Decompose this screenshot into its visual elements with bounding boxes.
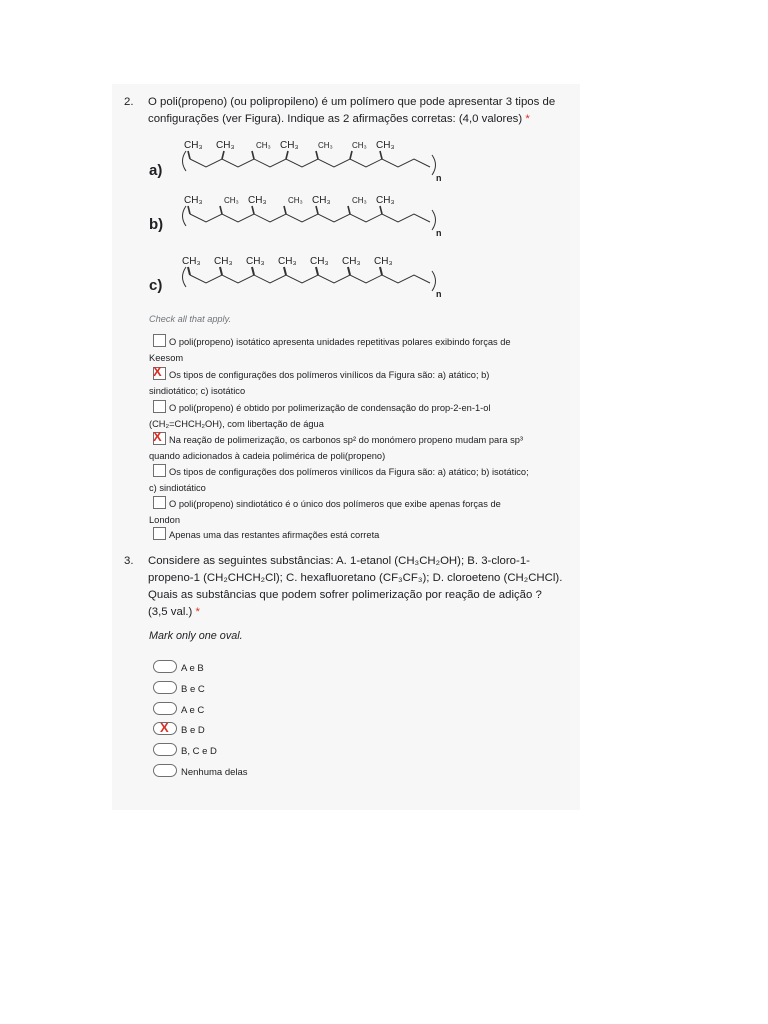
- radio-option-label: A e B: [181, 663, 204, 674]
- checkbox[interactable]: [153, 429, 166, 445]
- checkbox[interactable]: [153, 496, 166, 509]
- checkbox-option[interactable]: [149, 364, 579, 399]
- option-text-line2: quando adicionados à cadeia polimérica de poli(propeno): [149, 450, 386, 461]
- radio-option-label: B e C: [181, 683, 205, 695]
- repeat-bracket-right: [432, 210, 436, 230]
- ch3-label: CH₃: [352, 196, 367, 205]
- question-text-line2: propeno-1 (CH₂CHCH₂Cl); C. hexafluoretano (CF₃CF₃); D. cloroeteno (CH₂CHCl).: [148, 572, 563, 584]
- check-mark-icon: X: [153, 364, 162, 379]
- checkbox[interactable]: [153, 527, 166, 540]
- substituent-bond: [188, 206, 190, 214]
- radio-oval[interactable]: [153, 743, 177, 756]
- polymer-chain: [190, 214, 430, 222]
- select-mark-icon: X: [160, 720, 169, 736]
- option-text-line1: Os tipos de configurações dos polímeros vinílicos da Figura são: a) atático; b) isotático;: [169, 467, 529, 477]
- substituent-bond: [380, 267, 382, 275]
- required-mark: *: [195, 606, 200, 618]
- polymer-chain: [190, 159, 430, 167]
- repeat-bracket-right: [432, 271, 436, 291]
- radio-oval[interactable]: [153, 764, 177, 777]
- substituent-bond: [350, 151, 352, 159]
- substituent-bond: [252, 267, 254, 275]
- substituent-bond: [380, 151, 382, 159]
- option-text-line1: O poli(propeno) isotático apresenta unidades repetitivas polares exibindo forças de: [169, 337, 511, 347]
- option-text-line1: Na reação de polimerização, os carbonos sp² do monómero propeno mudam para sp³: [169, 435, 523, 445]
- polymer-figure: [172, 134, 442, 334]
- checkbox-option[interactable]: [149, 496, 579, 528]
- question-text-line1: O poli(propeno) (ou polipropileno) é um polímero que pode apresentar 3 tipos de: [148, 96, 556, 108]
- substituent-bond: [380, 206, 382, 214]
- option-text-line1: Apenas uma das restantes afirmações está correta: [169, 530, 380, 540]
- ch3-label: CH₃: [278, 256, 297, 267]
- figure-label-b: b): [149, 216, 164, 233]
- substituent-bond: [348, 267, 350, 275]
- hint-check-all: Check all that apply.: [149, 314, 232, 324]
- radio-option[interactable]: [153, 660, 204, 674]
- checkbox[interactable]: [153, 464, 166, 477]
- option-text-line1: Os tipos de configurações dos polímeros vinílicos da Figura são: a) atático; b): [169, 370, 490, 380]
- radio-oval[interactable]: [153, 722, 177, 735]
- checkbox[interactable]: [153, 364, 166, 380]
- question-text-line3: Quais as substâncias que podem sofrer polimerização por reação de adição ?: [148, 589, 542, 601]
- radio-option[interactable]: [153, 743, 217, 757]
- ch3-label: CH₃: [184, 140, 203, 151]
- substituent-bond: [252, 206, 254, 214]
- option-text-line1: O poli(propeno) é obtido por polimerização de condensação do prop-2-en-1-ol: [169, 403, 491, 413]
- question-number: 3.: [124, 555, 134, 567]
- radio-option[interactable]: [153, 702, 204, 716]
- repeat-n-label: n: [436, 173, 442, 183]
- ch3-label: CH₃: [376, 195, 395, 206]
- checkbox[interactable]: [153, 400, 166, 413]
- repeat-bracket-left: [183, 206, 187, 226]
- option-text-line2: (CH₂=CHCH₂OH), com libertação de água: [149, 418, 324, 429]
- checkbox-option[interactable]: [149, 464, 579, 496]
- repeat-bracket-left: [183, 267, 187, 287]
- substituent-bond: [188, 267, 190, 275]
- ch3-label: CH₃: [280, 140, 299, 151]
- repeat-bracket-left: [183, 151, 187, 171]
- ch3-label: CH₃: [214, 256, 233, 267]
- substituent-bond: [316, 267, 318, 275]
- substituent-bond: [188, 151, 190, 159]
- radio-oval[interactable]: [153, 681, 177, 694]
- option-text-line2: London: [149, 514, 181, 525]
- question-text-line2: configurações (ver Figura). Indique as 2 afirmações corretas: (4,0 valores): [148, 113, 523, 125]
- ch3-label: CH₃: [310, 256, 329, 267]
- ch3-label: CH₃: [224, 196, 239, 205]
- substituent-bond: [348, 206, 350, 214]
- radio-option-label: B, C e D: [181, 746, 217, 758]
- radio-option-label: B e D: [181, 725, 205, 737]
- ch3-label: CH₃: [256, 141, 271, 150]
- radio-option-label: A e C: [181, 704, 205, 716]
- question-text-line1: Considere as seguintes substâncias: A. 1-etanol (CH₃CH₂OH); B. 3-cloro-1-: [148, 555, 530, 567]
- checkbox-option[interactable]: [149, 527, 579, 544]
- question-text-line4: (3,5 val.): [148, 606, 193, 618]
- substituent-bond: [252, 151, 254, 159]
- check-mark-icon: X: [153, 429, 162, 444]
- ch3-label: CH₃: [184, 195, 203, 206]
- option-text-line1: O poli(propeno) sindiotático é o único dos polímeros que exibe apenas forças de: [169, 499, 501, 509]
- required-mark: *: [525, 113, 530, 125]
- repeat-bracket-right: [432, 155, 436, 175]
- substituent-bond: [220, 206, 222, 214]
- option-text-line2: sindiotático; c) isotático: [149, 385, 246, 396]
- ch3-label: CH₃: [374, 256, 393, 267]
- substituent-bond: [284, 206, 286, 214]
- question-number: 2.: [124, 96, 134, 108]
- option-text-line2: c) sindiotático: [149, 482, 206, 493]
- radio-oval[interactable]: [153, 660, 177, 673]
- substituent-bond: [284, 267, 286, 275]
- ch3-label: CH₃: [376, 140, 395, 151]
- substituent-bond: [220, 267, 222, 275]
- substituent-bond: [222, 151, 224, 159]
- ch3-label: CH₃: [288, 196, 303, 205]
- substituent-bond: [316, 151, 318, 159]
- checkbox-option[interactable]: [149, 429, 579, 464]
- form-sheet: [112, 84, 580, 810]
- radio-option[interactable]: [153, 764, 248, 778]
- checkbox-option[interactable]: [149, 334, 579, 366]
- radio-oval[interactable]: [153, 702, 177, 715]
- ch3-label: CH₃: [352, 141, 367, 150]
- repeat-n-label: n: [436, 228, 442, 238]
- ch3-label: CH₃: [248, 195, 267, 206]
- ch3-label: CH₃: [182, 256, 201, 267]
- substituent-bond: [286, 151, 288, 159]
- polymer-chain: [190, 275, 430, 283]
- option-text-line2: Keesom: [149, 352, 184, 363]
- repeat-n-label: n: [436, 289, 442, 299]
- substituent-bond: [316, 206, 318, 214]
- ch3-label: CH₃: [246, 256, 265, 267]
- ch3-label: CH₃: [342, 256, 361, 267]
- checkbox-option[interactable]: [149, 400, 579, 432]
- checkbox[interactable]: [153, 334, 166, 347]
- ch3-label: CH₃: [216, 140, 235, 151]
- radio-option[interactable]: [153, 681, 205, 695]
- ch3-label: CH₃: [318, 141, 333, 150]
- ch3-label: CH₃: [312, 195, 331, 206]
- figure-label-a: a): [149, 162, 163, 179]
- radio-option-label: Nenhuma delas: [181, 767, 248, 778]
- hint-mark-one: Mark only one oval.: [149, 630, 243, 642]
- figure-label-c: c): [149, 277, 163, 294]
- radio-option[interactable]: [153, 722, 205, 736]
